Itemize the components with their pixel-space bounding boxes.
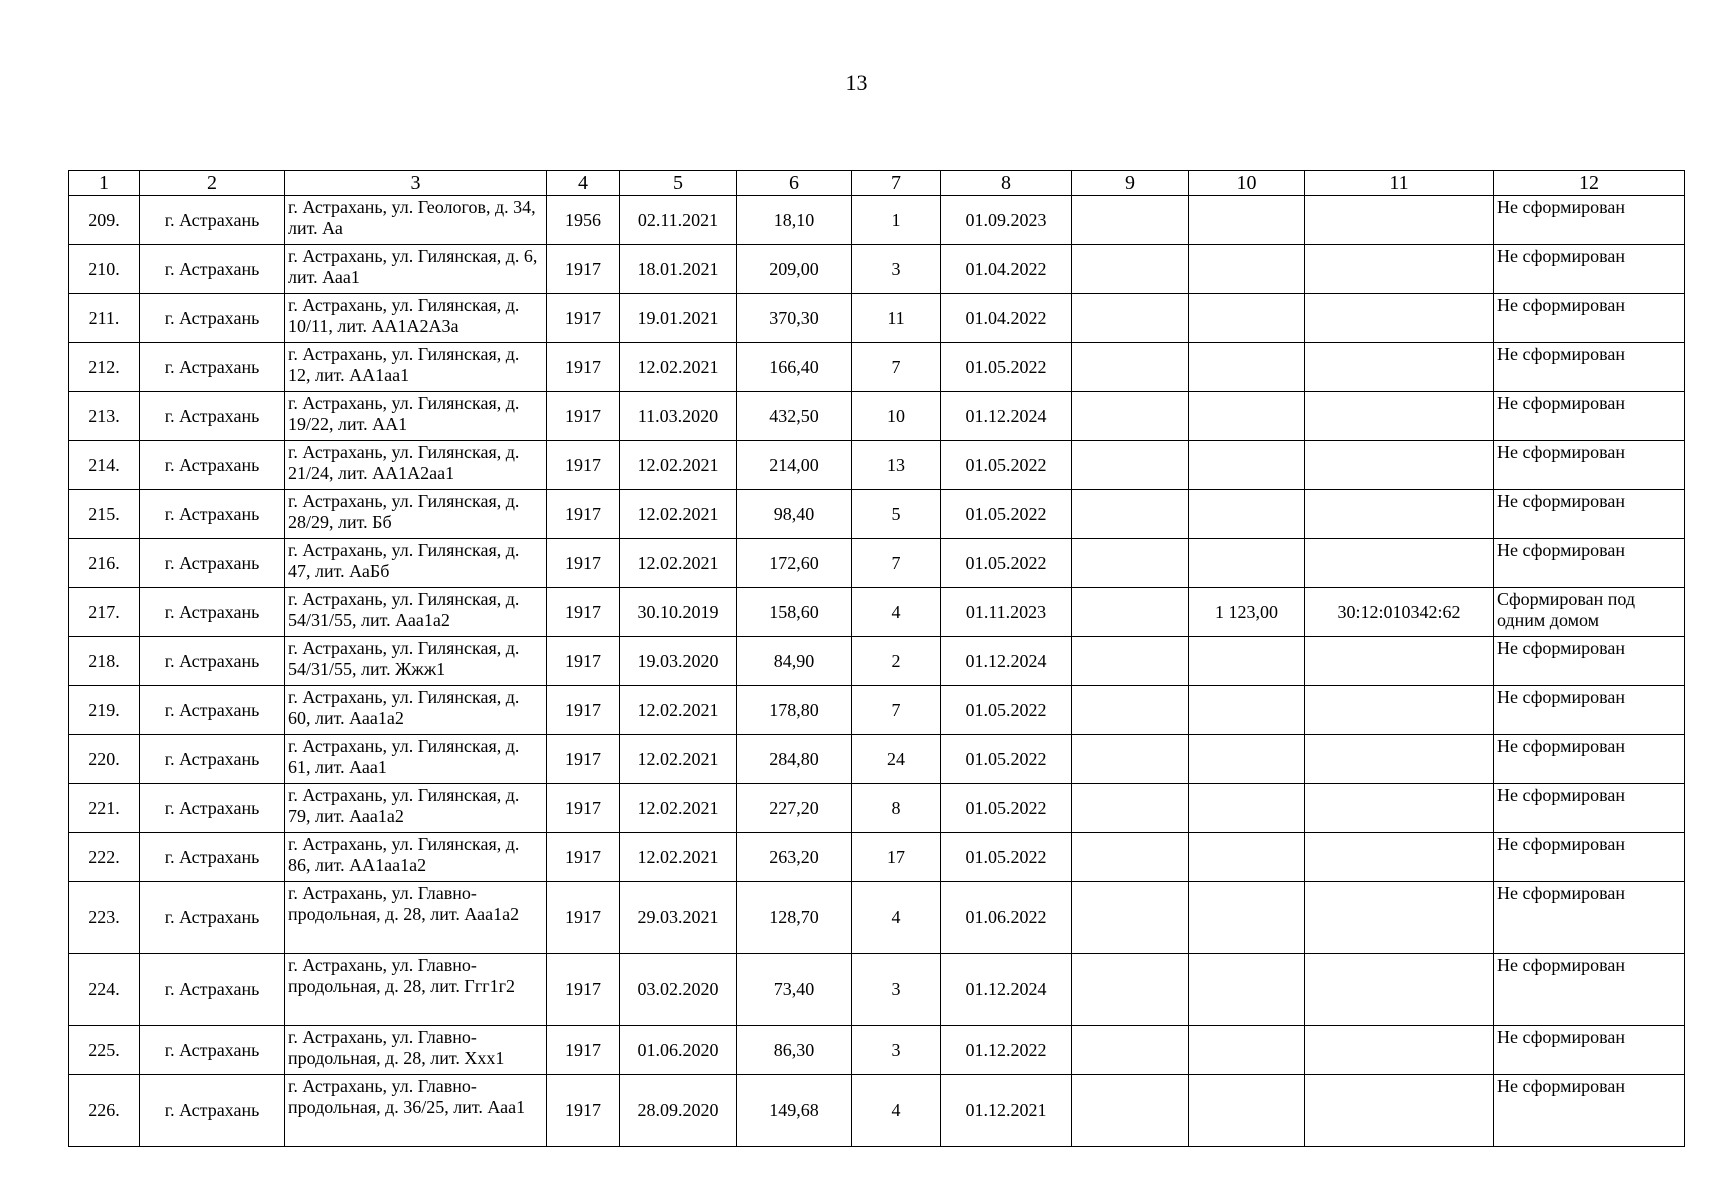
count-cell: 11 <box>852 294 941 343</box>
cadastral-number-cell <box>1305 539 1494 588</box>
cadastral-number-cell <box>1305 686 1494 735</box>
area-cell: 284,80 <box>737 735 852 784</box>
status-cell: Не сформирован <box>1494 1026 1685 1075</box>
table-row <box>69 784 1685 833</box>
address-cell: г. Астрахань, ул. Главно-продольная, д. 28, лит. Ххх1 <box>285 1026 547 1075</box>
table-row <box>69 490 1685 539</box>
table-row <box>69 882 1685 954</box>
column-10-cell <box>1189 1075 1305 1147</box>
year-cell: 1917 <box>547 637 620 686</box>
date-cell: 12.02.2021 <box>620 343 737 392</box>
cadastral-number-cell <box>1305 490 1494 539</box>
table-row <box>69 392 1685 441</box>
area-cell: 166,40 <box>737 343 852 392</box>
cadastral-number-cell <box>1305 735 1494 784</box>
row-number-cell: 224. <box>69 954 140 1026</box>
column-9-cell <box>1072 294 1189 343</box>
column-10-cell <box>1189 882 1305 954</box>
column-10-cell <box>1189 637 1305 686</box>
year-cell: 1917 <box>547 1075 620 1147</box>
date-cell: 01.05.2022 <box>941 784 1072 833</box>
row-number-cell: 222. <box>69 833 140 882</box>
column-header: 4 <box>547 171 620 196</box>
column-10-cell <box>1189 539 1305 588</box>
date-cell: 01.05.2022 <box>941 539 1072 588</box>
date-cell: 11.03.2020 <box>620 392 737 441</box>
status-cell: Не сформирован <box>1494 245 1685 294</box>
table-row <box>69 245 1685 294</box>
date-cell: 01.12.2024 <box>941 392 1072 441</box>
count-cell: 5 <box>852 490 941 539</box>
count-cell: 10 <box>852 392 941 441</box>
row-number-cell: 210. <box>69 245 140 294</box>
address-cell: г. Астрахань, ул. Гилянская, д. 47, лит. АаБб <box>285 539 547 588</box>
column-9-cell <box>1072 954 1189 1026</box>
column-9-cell <box>1072 1026 1189 1075</box>
column-10-cell: 1 123,00 <box>1189 588 1305 637</box>
column-9-cell <box>1072 784 1189 833</box>
city-cell: г. Астрахань <box>140 245 285 294</box>
address-cell: г. Астрахань, ул. Гилянская, д. 19/22, лит. АА1 <box>285 392 547 441</box>
status-cell: Не сформирован <box>1494 539 1685 588</box>
column-header: 8 <box>941 171 1072 196</box>
area-cell: 214,00 <box>737 441 852 490</box>
table-row <box>69 441 1685 490</box>
date-cell: 12.02.2021 <box>620 686 737 735</box>
year-cell: 1917 <box>547 245 620 294</box>
column-9-cell <box>1072 686 1189 735</box>
count-cell: 1 <box>852 196 941 245</box>
date-cell: 01.05.2022 <box>941 686 1072 735</box>
count-cell: 3 <box>852 954 941 1026</box>
date-cell: 03.02.2020 <box>620 954 737 1026</box>
count-cell: 4 <box>852 882 941 954</box>
cadastral-number-cell <box>1305 441 1494 490</box>
header-row <box>69 171 1685 196</box>
column-10-cell <box>1189 343 1305 392</box>
column-10-cell <box>1189 686 1305 735</box>
area-cell: 149,68 <box>737 1075 852 1147</box>
date-cell: 01.05.2022 <box>941 441 1072 490</box>
city-cell: г. Астрахань <box>140 539 285 588</box>
address-cell: г. Астрахань, ул. Гилянская, д. 10/11, лит. АА1А2А3а <box>285 294 547 343</box>
address-cell: г. Астрахань, ул. Гилянская, д. 86, лит. АА1аа1а2 <box>285 833 547 882</box>
row-number-cell: 219. <box>69 686 140 735</box>
date-cell: 01.05.2022 <box>941 490 1072 539</box>
date-cell: 01.12.2024 <box>941 954 1072 1026</box>
city-cell: г. Астрахань <box>140 735 285 784</box>
table-row <box>69 196 1685 245</box>
address-cell: г. Астрахань, ул. Гилянская, д. 54/31/55, лит. Ааа1а2 <box>285 588 547 637</box>
area-cell: 158,60 <box>737 588 852 637</box>
year-cell: 1917 <box>547 294 620 343</box>
row-number-cell: 209. <box>69 196 140 245</box>
date-cell: 01.05.2022 <box>941 343 1072 392</box>
status-cell: Не сформирован <box>1494 196 1685 245</box>
count-cell: 7 <box>852 686 941 735</box>
row-number-cell: 216. <box>69 539 140 588</box>
date-cell: 29.03.2021 <box>620 882 737 954</box>
year-cell: 1917 <box>547 784 620 833</box>
column-9-cell <box>1072 882 1189 954</box>
register-table <box>68 170 1685 1147</box>
year-cell: 1917 <box>547 882 620 954</box>
status-cell: Не сформирован <box>1494 441 1685 490</box>
table-row <box>69 588 1685 637</box>
year-cell: 1917 <box>547 686 620 735</box>
column-9-cell <box>1072 245 1189 294</box>
address-cell: г. Астрахань, ул. Главно-продольная, д. 28, лит. Ггг1г2 <box>285 954 547 1026</box>
column-header: 5 <box>620 171 737 196</box>
city-cell: г. Астрахань <box>140 637 285 686</box>
table-row <box>69 686 1685 735</box>
count-cell: 3 <box>852 245 941 294</box>
date-cell: 30.10.2019 <box>620 588 737 637</box>
table-row <box>69 1026 1685 1075</box>
column-9-cell <box>1072 1075 1189 1147</box>
date-cell: 18.01.2021 <box>620 245 737 294</box>
status-cell: Не сформирован <box>1494 490 1685 539</box>
column-10-cell <box>1189 735 1305 784</box>
status-cell: Не сформирован <box>1494 343 1685 392</box>
count-cell: 13 <box>852 441 941 490</box>
date-cell: 01.06.2020 <box>620 1026 737 1075</box>
year-cell: 1917 <box>547 343 620 392</box>
city-cell: г. Астрахань <box>140 686 285 735</box>
count-cell: 7 <box>852 539 941 588</box>
cadastral-number-cell <box>1305 1075 1494 1147</box>
year-cell: 1917 <box>547 490 620 539</box>
cadastral-number-cell <box>1305 882 1494 954</box>
table-row <box>69 735 1685 784</box>
page-number: 13 <box>845 70 868 95</box>
year-cell: 1917 <box>547 539 620 588</box>
date-cell: 01.05.2022 <box>941 735 1072 784</box>
cadastral-number-cell <box>1305 637 1494 686</box>
area-cell: 84,90 <box>737 637 852 686</box>
row-number-cell: 225. <box>69 1026 140 1075</box>
city-cell: г. Астрахань <box>140 441 285 490</box>
status-cell: Не сформирован <box>1494 294 1685 343</box>
date-cell: 28.09.2020 <box>620 1075 737 1147</box>
year-cell: 1917 <box>547 735 620 784</box>
city-cell: г. Астрахань <box>140 784 285 833</box>
status-cell: Не сформирован <box>1494 784 1685 833</box>
count-cell: 8 <box>852 784 941 833</box>
table-row <box>69 1075 1685 1147</box>
date-cell: 01.05.2022 <box>941 833 1072 882</box>
cadastral-number-cell <box>1305 392 1494 441</box>
column-header: 3 <box>285 171 547 196</box>
address-cell: г. Астрахань, ул. Гилянская, д. 12, лит. АА1аа1 <box>285 343 547 392</box>
area-cell: 86,30 <box>737 1026 852 1075</box>
count-cell: 2 <box>852 637 941 686</box>
date-cell: 12.02.2021 <box>620 539 737 588</box>
column-9-cell <box>1072 588 1189 637</box>
row-number-cell: 226. <box>69 1075 140 1147</box>
column-header: 2 <box>140 171 285 196</box>
row-number-cell: 217. <box>69 588 140 637</box>
column-9-cell <box>1072 196 1189 245</box>
date-cell: 01.12.2024 <box>941 637 1072 686</box>
column-9-cell <box>1072 490 1189 539</box>
count-cell: 4 <box>852 588 941 637</box>
column-9-cell <box>1072 343 1189 392</box>
date-cell: 01.04.2022 <box>941 245 1072 294</box>
column-10-cell <box>1189 490 1305 539</box>
date-cell: 12.02.2021 <box>620 784 737 833</box>
year-cell: 1917 <box>547 1026 620 1075</box>
row-number-cell: 218. <box>69 637 140 686</box>
city-cell: г. Астрахань <box>140 196 285 245</box>
column-header: 12 <box>1494 171 1685 196</box>
column-header: 1 <box>69 171 140 196</box>
column-header: 6 <box>737 171 852 196</box>
area-cell: 128,70 <box>737 882 852 954</box>
cadastral-number-cell <box>1305 245 1494 294</box>
row-number-cell: 214. <box>69 441 140 490</box>
area-cell: 98,40 <box>737 490 852 539</box>
column-header: 11 <box>1305 171 1494 196</box>
area-cell: 432,50 <box>737 392 852 441</box>
table-row <box>69 539 1685 588</box>
year-cell: 1917 <box>547 392 620 441</box>
date-cell: 02.11.2021 <box>620 196 737 245</box>
cadastral-number-cell <box>1305 196 1494 245</box>
row-number-cell: 223. <box>69 882 140 954</box>
city-cell: г. Астрахань <box>140 833 285 882</box>
table-row <box>69 954 1685 1026</box>
address-cell: г. Астрахань, ул. Гилянская, д. 6, лит. Ааа1 <box>285 245 547 294</box>
column-10-cell <box>1189 784 1305 833</box>
status-cell: Не сформирован <box>1494 954 1685 1026</box>
table-row <box>69 637 1685 686</box>
date-cell: 01.04.2022 <box>941 294 1072 343</box>
city-cell: г. Астрахань <box>140 882 285 954</box>
date-cell: 19.01.2021 <box>620 294 737 343</box>
area-cell: 209,00 <box>737 245 852 294</box>
status-cell: Не сформирован <box>1494 735 1685 784</box>
city-cell: г. Астрахань <box>140 1075 285 1147</box>
address-cell: г. Астрахань, ул. Гилянская, д. 21/24, лит. АА1А2аа1 <box>285 441 547 490</box>
count-cell: 3 <box>852 1026 941 1075</box>
city-cell: г. Астрахань <box>140 954 285 1026</box>
column-10-cell <box>1189 245 1305 294</box>
row-number-cell: 221. <box>69 784 140 833</box>
status-cell: Сформирован под одним домом <box>1494 588 1685 637</box>
year-cell: 1917 <box>547 441 620 490</box>
column-9-cell <box>1072 735 1189 784</box>
row-number-cell: 213. <box>69 392 140 441</box>
cadastral-number-cell: 30:12:010342:62 <box>1305 588 1494 637</box>
cadastral-number-cell <box>1305 343 1494 392</box>
column-header: 7 <box>852 171 941 196</box>
status-cell: Не сформирован <box>1494 637 1685 686</box>
year-cell: 1956 <box>547 196 620 245</box>
year-cell: 1917 <box>547 588 620 637</box>
column-9-cell <box>1072 392 1189 441</box>
row-number-cell: 212. <box>69 343 140 392</box>
date-cell: 19.03.2020 <box>620 637 737 686</box>
count-cell: 24 <box>852 735 941 784</box>
date-cell: 01.06.2022 <box>941 882 1072 954</box>
count-cell: 17 <box>852 833 941 882</box>
table-row <box>69 343 1685 392</box>
column-9-cell <box>1072 833 1189 882</box>
count-cell: 7 <box>852 343 941 392</box>
table-row <box>69 294 1685 343</box>
city-cell: г. Астрахань <box>140 294 285 343</box>
area-cell: 73,40 <box>737 954 852 1026</box>
area-cell: 18,10 <box>737 196 852 245</box>
count-cell: 4 <box>852 1075 941 1147</box>
city-cell: г. Астрахань <box>140 490 285 539</box>
address-cell: г. Астрахань, ул. Главно-продольная, д. 36/25, лит. Ааа1 <box>285 1075 547 1147</box>
column-9-cell <box>1072 637 1189 686</box>
area-cell: 263,20 <box>737 833 852 882</box>
date-cell: 12.02.2021 <box>620 833 737 882</box>
column-9-cell <box>1072 539 1189 588</box>
table-row <box>69 833 1685 882</box>
year-cell: 1917 <box>547 833 620 882</box>
city-cell: г. Астрахань <box>140 588 285 637</box>
cadastral-number-cell <box>1305 1026 1494 1075</box>
date-cell: 12.02.2021 <box>620 441 737 490</box>
date-cell: 01.11.2023 <box>941 588 1072 637</box>
cadastral-number-cell <box>1305 294 1494 343</box>
status-cell: Не сформирован <box>1494 1075 1685 1147</box>
area-cell: 178,80 <box>737 686 852 735</box>
cadastral-number-cell <box>1305 784 1494 833</box>
column-10-cell <box>1189 833 1305 882</box>
address-cell: г. Астрахань, ул. Геологов, д. 34, лит. Аа <box>285 196 547 245</box>
cadastral-number-cell <box>1305 833 1494 882</box>
cadastral-number-cell <box>1305 954 1494 1026</box>
column-header: 9 <box>1072 171 1189 196</box>
column-10-cell <box>1189 954 1305 1026</box>
city-cell: г. Астрахань <box>140 1026 285 1075</box>
date-cell: 01.12.2021 <box>941 1075 1072 1147</box>
column-10-cell <box>1189 392 1305 441</box>
date-cell: 12.02.2021 <box>620 490 737 539</box>
row-number-cell: 220. <box>69 735 140 784</box>
column-10-cell <box>1189 441 1305 490</box>
column-10-cell <box>1189 1026 1305 1075</box>
city-cell: г. Астрахань <box>140 343 285 392</box>
address-cell: г. Астрахань, ул. Гилянская, д. 61, лит. Ааа1 <box>285 735 547 784</box>
date-cell: 01.12.2022 <box>941 1026 1072 1075</box>
address-cell: г. Астрахань, ул. Гилянская, д. 28/29, лит. Бб <box>285 490 547 539</box>
row-number-cell: 211. <box>69 294 140 343</box>
address-cell: г. Астрахань, ул. Гилянская, д. 54/31/55, лит. Жжж1 <box>285 637 547 686</box>
status-cell: Не сформирован <box>1494 882 1685 954</box>
date-cell: 01.09.2023 <box>941 196 1072 245</box>
column-9-cell <box>1072 441 1189 490</box>
row-number-cell: 215. <box>69 490 140 539</box>
year-cell: 1917 <box>547 954 620 1026</box>
status-cell: Не сформирован <box>1494 833 1685 882</box>
column-10-cell <box>1189 294 1305 343</box>
area-cell: 370,30 <box>737 294 852 343</box>
area-cell: 172,60 <box>737 539 852 588</box>
column-10-cell <box>1189 196 1305 245</box>
status-cell: Не сформирован <box>1494 686 1685 735</box>
address-cell: г. Астрахань, ул. Гилянская, д. 79, лит. Ааа1а2 <box>285 784 547 833</box>
address-cell: г. Астрахань, ул. Главно-продольная, д. 28, лит. Ааа1а2 <box>285 882 547 954</box>
status-cell: Не сформирован <box>1494 392 1685 441</box>
column-header: 10 <box>1189 171 1305 196</box>
date-cell: 12.02.2021 <box>620 735 737 784</box>
area-cell: 227,20 <box>737 784 852 833</box>
address-cell: г. Астрахань, ул. Гилянская, д. 60, лит. Ааа1а2 <box>285 686 547 735</box>
city-cell: г. Астрахань <box>140 392 285 441</box>
